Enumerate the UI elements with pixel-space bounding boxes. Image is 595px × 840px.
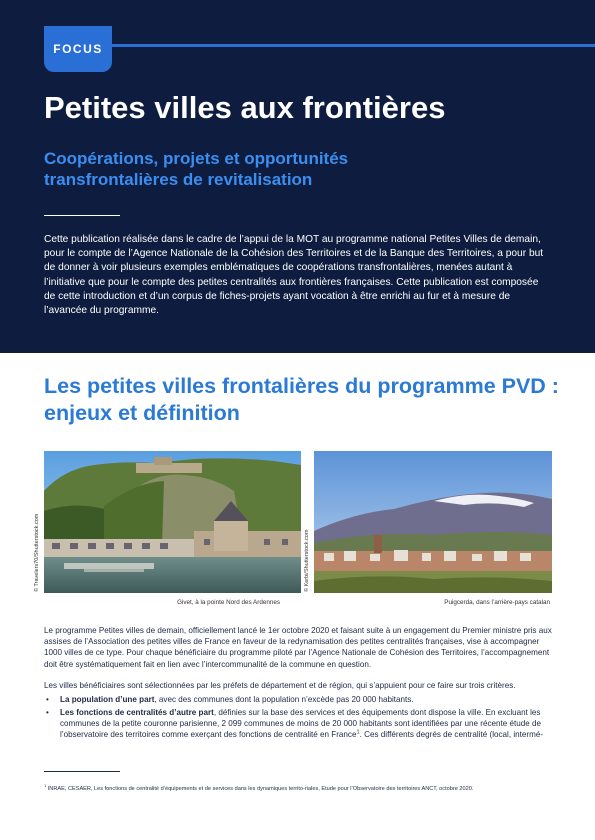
- intro-paragraph: Cette publication réalisée dans le cadre de l’appui de la MOT au programme national Petites Villes de demain, pour le compte de l’Agence Nationale de la Cohésion des Territoires et de la Banque des Territoires, a pour but de donner à voir plusieurs exemples emblématiques de coopérations transfrontalières, menées autant à l’initiative que pour le compte des petites centralités aux frontières françaises. Cette publication est composée de cette introduction et d’un corpus de fiches-projets ayant vocation à être enrichi au fur et à mesure de l’avancée du programme.: [44, 234, 544, 317]
- footnote-rule: [44, 771, 120, 772]
- photo-credit-puigcerda: © Kerbi/Shutterstock.com: [304, 529, 310, 592]
- header-band: [0, 0, 595, 353]
- body-paragraph-1: Le programme Petites villes de demain, officiellement lancé le 1er octobre 2020 et faisant suite à un engagement du Premier ministre pris aux assises de l’Association des petites villes de France en faveur de la redynamisation des petites centralités françaises, vise à accompagner 1000 villes de ce type. Pour chaque bénéficiaire du programme piloté par l’Agence Nationale de Cohésion des Territoires, l’accompagnement doit être systématiquement fait en lien avec l’intercommunalité de la commune en question.: [44, 626, 552, 669]
- footnote-number: 1: [44, 783, 47, 789]
- caption-givet: Givet, à la pointe Nord des Ardennes: [177, 599, 280, 606]
- page-subtitle: Coopérations, projets et opportunités transfrontalières de revitalisation: [44, 149, 349, 189]
- intro-rule: [44, 215, 120, 216]
- footnote-text: INRAE, CESAER, Les fonctions de centralité d’équipements et de services dans les dynamiques territo-riales, Etude pour l’Observatoire des territoires ANCT, octobre 2020.: [46, 786, 474, 792]
- section-title: Les petites villes frontalières du programme PVD : enjeux et définition: [44, 374, 559, 425]
- bullet-dot: •: [46, 707, 49, 717]
- criterion-1-text: , avec des communes dont la population n’excède pas 20 000 habitants.: [154, 695, 414, 704]
- footnote-ref[interactable]: 1: [356, 729, 360, 736]
- page-title: Petites villes aux frontières: [44, 90, 446, 125]
- list-item: [44, 707, 552, 741]
- photo-puigcerda: [314, 451, 552, 593]
- badge-divider-line: [112, 44, 595, 47]
- criterion-2-label: Les fonctions de centralités d’autre part: [60, 707, 214, 717]
- photo-givet: [44, 451, 301, 593]
- focus-badge: FOCUS: [44, 26, 112, 72]
- criteria-list: [44, 694, 552, 742]
- bullet-dot: •: [46, 695, 49, 704]
- criterion-2-text: , définies sur la base des services et des équipements dont dispose la ville. En excluant les communes de la petite couronne parisienne, 2 099 communes de moins de 20 000 habitants sont identifiées par une récente étude de l’observatoire des territoires comme exerçant des fonctions de centralité en France: [60, 707, 541, 740]
- body-paragraph-2: Les villes bénéficiaires sont sélectionnées par les préfets de département et de région, qui s’appuient pour ce faire sur trois critères.: [44, 681, 516, 690]
- criterion-1-label: La population d’une part: [60, 695, 155, 704]
- photo-credit-givet: © Travelers70/Shutterstock.com: [34, 513, 40, 592]
- criterion-2-tail: . Ces différents degrés de centralité (local, intermé-: [359, 730, 544, 740]
- caption-puigcerda: Puigcerda, dans l’arrière-pays catalan: [444, 599, 550, 606]
- list-item: [44, 694, 552, 705]
- footnote: [44, 783, 552, 792]
